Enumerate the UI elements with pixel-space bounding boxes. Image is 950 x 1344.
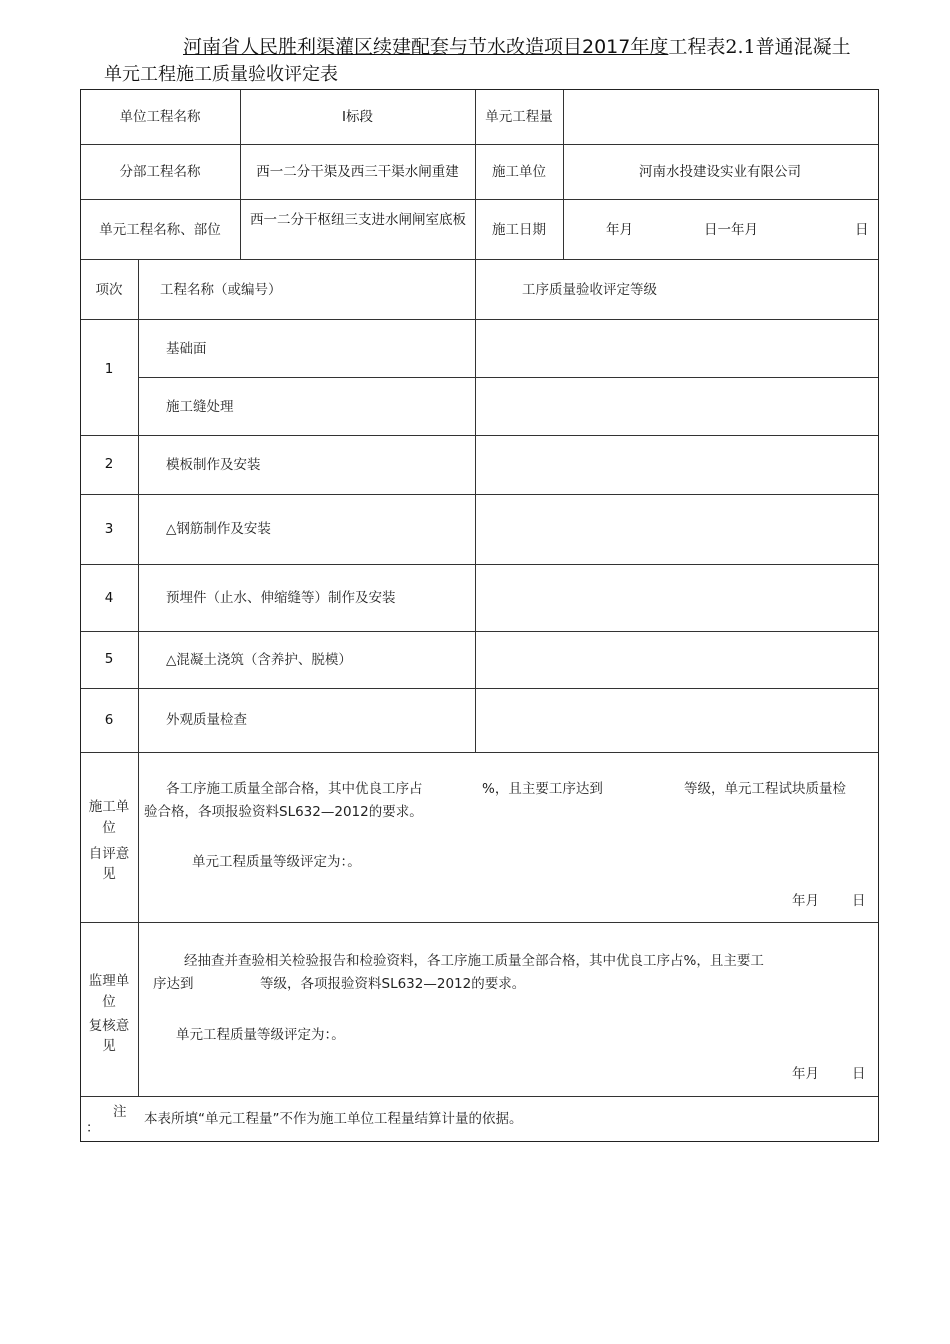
contractor-opinion-text: 验合格，各项报验资料SL632—2012的要求。 bbox=[144, 804, 423, 820]
row-divider bbox=[138, 377, 878, 378]
supervisor-opinion-text: 序达到 bbox=[153, 976, 194, 992]
row-no: 3 bbox=[104, 521, 114, 537]
element-name-label: 单元工程名称、部位 bbox=[99, 222, 221, 238]
row-name: △混凝土浇筑（含养护、脱模） bbox=[166, 652, 352, 668]
note-text: 本表所填“单元工程量”不作为施工单位工程量结算计量的依据。 bbox=[144, 1111, 523, 1127]
element-name-value[interactable]: 西一二分干枢纽三支进水闸闸室底板 bbox=[250, 212, 466, 228]
row-name: 预埋件（止水、伸缩缝等）制作及安装 bbox=[166, 590, 396, 606]
row-divider bbox=[81, 564, 878, 565]
contractor-date-day[interactable]: 日 bbox=[852, 893, 866, 909]
note-label: 注 bbox=[113, 1104, 127, 1120]
title-project-name: 河南省人民胜利渠灌区续建配套与节水改造项目2017年度 bbox=[183, 36, 669, 58]
row-divider bbox=[81, 688, 878, 689]
row-name: 模板制作及安装 bbox=[166, 457, 261, 473]
supervisor-rating[interactable]: 单元工程质量等级评定为：。 bbox=[176, 1027, 345, 1043]
contractor-opinion-label: 位 bbox=[102, 820, 116, 836]
contractor-date-month[interactable]: 年月 bbox=[792, 893, 819, 909]
supervisor-opinion-label: 复核意 bbox=[88, 1018, 130, 1034]
header-work-name: 工程名称（或编号） bbox=[160, 282, 282, 298]
date-start-month[interactable]: 年月 bbox=[606, 222, 633, 238]
row-no: 6 bbox=[104, 712, 114, 728]
supervisor-date-month[interactable]: 年月 bbox=[792, 1066, 819, 1082]
contractor-opinion-label: 见 bbox=[102, 866, 116, 882]
date-end-day[interactable]: 日 bbox=[855, 222, 869, 238]
contractor-value[interactable]: 河南水投建设实业有限公司 bbox=[639, 164, 801, 180]
row-divider bbox=[81, 494, 878, 495]
row-divider bbox=[81, 631, 878, 632]
row-no: 1 bbox=[104, 361, 114, 377]
contractor-opinion-label: 自评意 bbox=[88, 846, 130, 862]
contractor-opinion-label: 施工单 bbox=[88, 799, 130, 815]
col-divider bbox=[138, 259, 139, 1096]
supervisor-date-day[interactable]: 日 bbox=[852, 1066, 866, 1082]
date-label: 施工日期 bbox=[492, 222, 546, 238]
page-subtitle: 单元工程施工质量验收评定表 bbox=[104, 64, 338, 85]
row-name: 外观质量检查 bbox=[166, 712, 247, 728]
row-divider bbox=[81, 319, 878, 320]
title-form-name: 工程表2.1普通混凝土 bbox=[668, 36, 851, 58]
supervisor-opinion-label: 位 bbox=[102, 994, 116, 1010]
page-title bbox=[183, 34, 913, 60]
row-name: 基础面 bbox=[166, 341, 207, 357]
contractor-label: 施工单位 bbox=[492, 164, 546, 180]
element-quantity-label: 单元工程量 bbox=[485, 109, 553, 125]
supervisor-opinion-label: 监理单 bbox=[88, 973, 130, 989]
unit-project-label: 单位工程名称 bbox=[119, 109, 201, 125]
row-divider bbox=[81, 199, 878, 200]
row-name: 施工缝处理 bbox=[166, 399, 234, 415]
sub-project-value[interactable]: 西一二分干渠及西三干渠水闸重建 bbox=[256, 164, 459, 180]
supervisor-opinion-text: 经抽查并查验相关检验报告和检验资料，各工序施工质量全部合格，其中优良工序占%，且主要工 bbox=[184, 953, 764, 969]
note-colon: ： bbox=[86, 1120, 100, 1136]
row-divider bbox=[81, 259, 878, 260]
contractor-opinion-text: 各工序施工质量全部合格，其中优良工序占 bbox=[166, 781, 423, 797]
sub-project-label: 分部工程名称 bbox=[119, 164, 201, 180]
supervisor-opinion-text: 等级，各项报验资料SL632—2012的要求。 bbox=[260, 976, 526, 992]
row-divider bbox=[81, 1096, 878, 1097]
row-no: 5 bbox=[104, 651, 114, 667]
row-name: △钢筋制作及安装 bbox=[166, 521, 271, 537]
row-divider bbox=[81, 922, 878, 923]
contractor-opinion-text: 等级，单元工程试块质量检 bbox=[684, 781, 846, 797]
header-item-no: 项次 bbox=[95, 282, 123, 298]
row-no: 2 bbox=[104, 456, 114, 472]
contractor-rating[interactable]: 单元工程质量等级评定为：。 bbox=[192, 854, 361, 870]
contractor-opinion-text: %，且主要工序达到 bbox=[482, 781, 603, 797]
date-end-month[interactable]: 日一年月 bbox=[704, 222, 758, 238]
row-divider bbox=[81, 144, 878, 145]
header-grade: 工序质量验收评定等级 bbox=[522, 282, 657, 298]
unit-project-value[interactable]: Ⅰ标段 bbox=[342, 109, 373, 125]
col-divider bbox=[475, 259, 476, 752]
row-divider bbox=[81, 752, 878, 753]
row-no: 4 bbox=[104, 590, 114, 606]
supervisor-opinion-label: 见 bbox=[102, 1038, 116, 1054]
row-divider bbox=[81, 435, 878, 436]
